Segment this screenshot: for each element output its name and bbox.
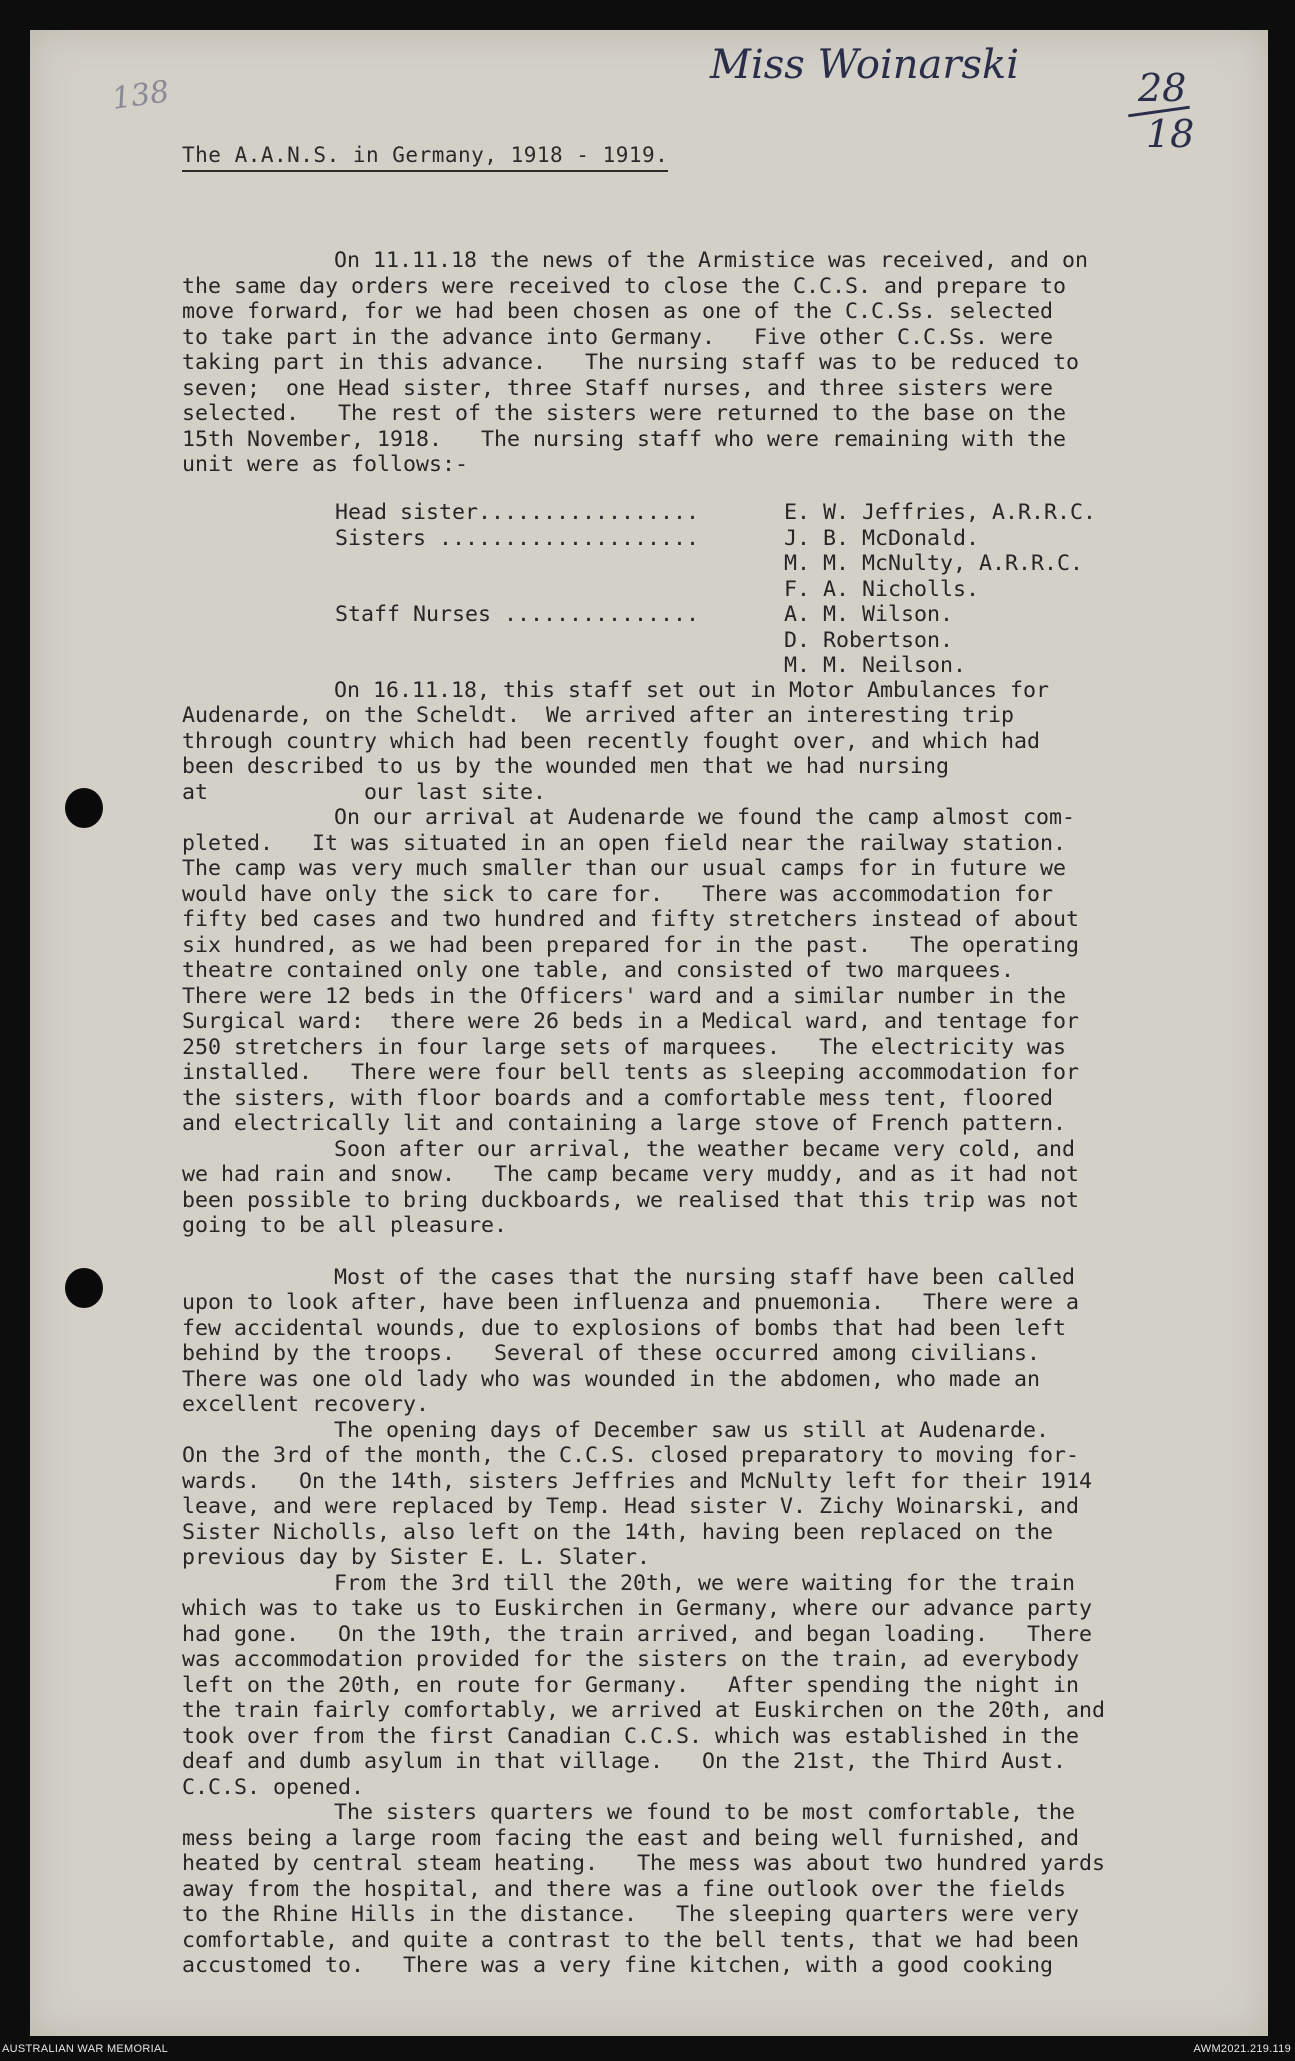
- staff-name: A. M. Wilson.: [784, 602, 954, 627]
- text-line: Surgical ward: there were 26 beds in a Medical ward, and tentage for: [182, 1009, 1080, 1034]
- text-line: six hundred, as we had been prepared for in the past. The operating: [182, 932, 1080, 958]
- staff-role: [335, 577, 784, 603]
- footer-left: AUSTRALIAN WAR MEMORIAL: [2, 2043, 169, 2055]
- staff-row: [335, 628, 1096, 654]
- text-line: theatre contained only one table, and consisted of two marquees.: [182, 958, 1015, 983]
- text-line: previous day by Sister E. L. Slater.: [182, 1545, 651, 1570]
- text-line: heated by central steam heating. The mess was about two hundred yards: [182, 1851, 1106, 1876]
- text-line: to the Rhine Hills in the distance. The sleeping quarters were very: [182, 1902, 1080, 1927]
- folio-number-bottom: 18: [1146, 112, 1195, 156]
- staff-role: [335, 551, 784, 577]
- text-line: There were 12 beds in the Officers' ward and a similar number in the: [182, 983, 1067, 1009]
- text-line: would have only the sick to care for. There was accommodation for: [182, 881, 1054, 907]
- staff-row: [335, 500, 1096, 526]
- staff-role: Staff Nurses ...............: [335, 602, 700, 627]
- text-line: installed. There were four bell tents as sleeping accommodation for: [182, 1060, 1080, 1085]
- text-line: The camp was very much smaller than our usual camps for in future we: [182, 856, 1067, 881]
- text-line: taking part in this advance. The nursing staff was to be reduced to: [182, 350, 1080, 375]
- staff-name: D. Robertson.: [784, 627, 954, 653]
- text-line: left on the 20th, en route for Germany. After spending the night in: [182, 1672, 1080, 1698]
- text-line: seven; one Head sister, three Staff nurses, and three sisters were: [182, 375, 1054, 401]
- text-line: took over from the first Canadian C.C.S. which was established in the: [182, 1723, 1080, 1749]
- text-line: 250 stretchers in four large sets of marquees. The electricity was: [182, 1034, 1067, 1060]
- text-line: move forward, for we had been chosen as one of the C.C.Ss. selected: [182, 299, 1054, 324]
- text-line: comfortable, and quite a contrast to the bell tents, that we had been: [182, 1927, 1080, 1953]
- staff-row: [335, 602, 1096, 628]
- staff-role: Head sister.................: [335, 500, 700, 525]
- staff-row: [335, 653, 1096, 679]
- text-line: away from the hospital, and there was a fine outlook over the fields: [182, 1876, 1067, 1902]
- staff-name: J. B. McDonald.: [784, 525, 980, 551]
- staff-name: E. W. Jeffries, A.R.R.C.: [784, 500, 1097, 525]
- text-line: had gone. On the 19th, the train arrived, and began loading. There: [182, 1621, 1093, 1647]
- staff-role: Sisters ....................: [335, 525, 700, 551]
- text-line: upon to look after, have been influenza and pnuemonia. There were a: [182, 1290, 1080, 1315]
- text-line: mess being a large room facing the east and being well furnished, and: [182, 1825, 1080, 1851]
- text-line: leave, and were replaced by Temp. Head sister V. Zichy Woinarski, and: [182, 1494, 1080, 1519]
- text-line: On 11.11.18 the news of the Armistice was received, and on: [334, 248, 1089, 273]
- text-line: at our last site.: [182, 779, 547, 805]
- text-line: been possible to bring duckboards, we realised that this trip was not: [182, 1187, 1080, 1213]
- paragraph-spacer: [182, 1239, 1272, 1265]
- text-line: pleted. It was situated in an open field near the railway station.: [182, 830, 1067, 856]
- text-line: excellent recovery.: [182, 1392, 430, 1417]
- text-line: was accommodation provided for the sisters on the train, ad everybody: [182, 1647, 1080, 1672]
- text-line: On 16.11.18, this staff set out in Motor Ambulances for: [334, 677, 1050, 703]
- text-line: accustomed to. There was a very fine kitchen, with a good cooking: [182, 1953, 1054, 1978]
- text-line: On the 3rd of the month, the C.C.S. closed preparatory to moving for-: [182, 1443, 1080, 1468]
- text-line: Soon after our arrival, the weather became very cold, and: [334, 1136, 1076, 1162]
- text-line: fifty bed cases and two hundred and fifty stretchers instead of about: [182, 907, 1080, 932]
- footer-right: AWM2021.219.119: [1193, 2043, 1291, 2055]
- folio-number-top: 28: [1138, 66, 1187, 110]
- staff-row: [335, 577, 1096, 603]
- text-line: selected. The rest of the sisters were returned to the base on the: [182, 401, 1067, 426]
- staff-name: M. M. McNulty, A.R.R.C.: [784, 551, 1084, 576]
- text-line: going to be all pleasure.: [182, 1213, 508, 1238]
- document-page: [30, 30, 1268, 2036]
- text-line: few accidental wounds, due to explosions of bombs that had been left: [182, 1315, 1067, 1341]
- staff-role: [335, 628, 784, 654]
- staff-name: F. A. Nicholls.: [784, 576, 980, 602]
- text-line: wards. On the 14th, sisters Jeffries and McNulty left for their 1914: [182, 1468, 1093, 1494]
- text-line: unit were as follows:-: [182, 452, 469, 477]
- margin-number: 138: [109, 74, 172, 117]
- text-line: and electrically lit and containing a large stove of French pattern.: [182, 1111, 1067, 1136]
- text-line: deaf and dumb asylum in that village. On the 21st, the Third Aust.: [182, 1749, 1067, 1774]
- staff-row: [335, 526, 1096, 552]
- handwritten-name: Miss Woinarski: [710, 42, 1020, 88]
- text-line: Audenarde, on the Scheldt. We arrived after an interesting trip: [182, 703, 1015, 728]
- document-title: The A.A.N.S. in Germany, 1918 - 1919.: [182, 142, 668, 172]
- text-line: On our arrival at Audenarde we found the camp almost com-: [334, 805, 1076, 830]
- text-line: we had rain and snow. The camp became very muddy, and as it had not: [182, 1162, 1080, 1187]
- text-line: through country which had been recently fought over, and which had: [182, 728, 1041, 754]
- text-line: Sister Nicholls, also left on the 14th, having been replaced on the: [182, 1519, 1054, 1545]
- text-line: The sisters quarters we found to be most comfortable, the: [334, 1800, 1076, 1825]
- text-line: to take part in the advance into Germany. Five other C.C.Ss. were: [182, 324, 1054, 350]
- staff-row: [335, 551, 1096, 577]
- staff-name: M. M. Neilson.: [784, 653, 967, 678]
- punch-hole: [65, 788, 103, 828]
- text-line: the same day orders were received to close the C.C.S. and prepare to: [182, 273, 1067, 299]
- text-line: behind by the troops. Several of these occurred among civilians.: [182, 1341, 1041, 1366]
- text-line: been described to us by the wounded men that we had nursing: [182, 754, 950, 779]
- text-line: The opening days of December saw us still at Audenarde.: [334, 1417, 1050, 1443]
- text-line: 15th November, 1918. The nursing staff who were remaining with the: [182, 426, 1067, 452]
- text-line: the train fairly comfortably, we arrived at Euskirchen on the 20th, and: [182, 1698, 1106, 1723]
- punch-hole: [65, 1268, 103, 1308]
- text-line: which was to take us to Euskirchen in Germany, where our advance party: [182, 1596, 1093, 1621]
- text-line: Most of the cases that the nursing staff have been called: [334, 1264, 1076, 1290]
- text-line: There was one old lady who was wounded in the abdomen, who made an: [182, 1366, 1041, 1392]
- text-line: the sisters, with floor boards and a comfortable mess tent, floored: [182, 1085, 1054, 1111]
- text-line: From the 3rd till the 20th, we were waiting for the train: [334, 1570, 1076, 1596]
- staff-role: [335, 653, 784, 679]
- text-line: C.C.S. opened.: [182, 1774, 365, 1800]
- staff-list: [335, 500, 1096, 679]
